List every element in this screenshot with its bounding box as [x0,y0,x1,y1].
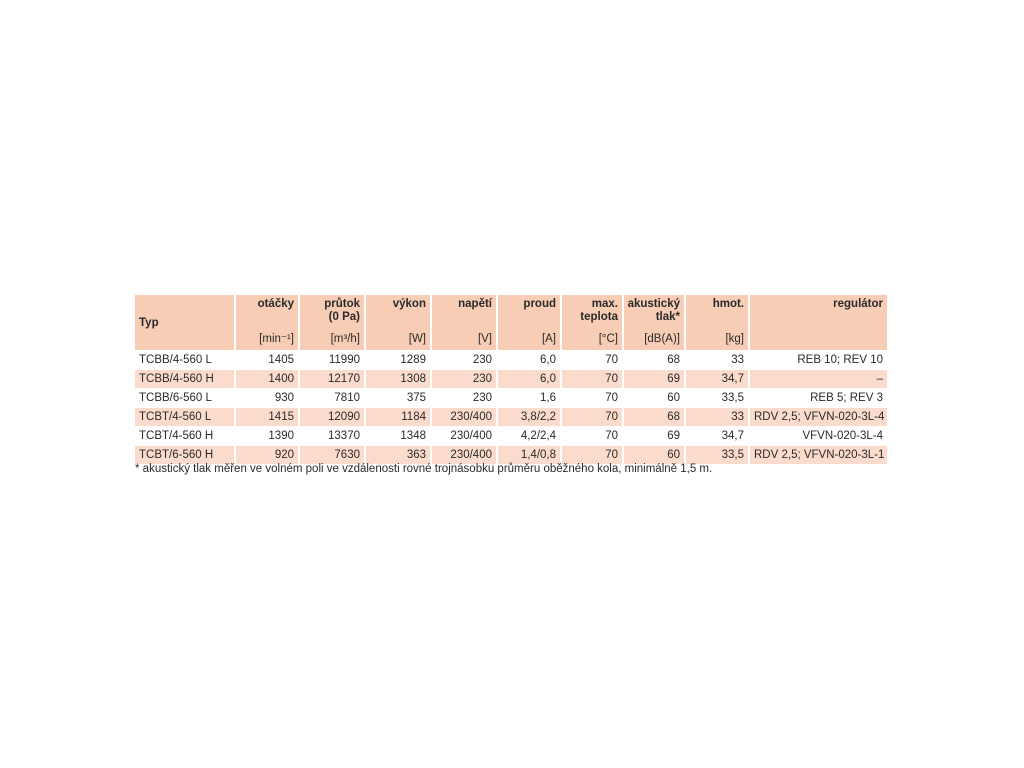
cell-akusticky-tlak: 69 [623,427,685,446]
cell-vykon: 1348 [365,427,431,446]
cell-otacky: 930 [235,389,299,408]
cell-proud: 3,8/2,2 [497,408,561,427]
cell-akusticky-tlak: 69 [623,370,685,389]
cell-regulator: – [749,370,887,389]
table-row [135,389,887,408]
cell-akusticky-tlak: 60 [623,389,685,408]
header-hmotnost: hmot. [kg] [685,295,749,351]
cell-napeti: 230/400 [431,427,497,446]
cell-vykon: 1289 [365,351,431,370]
cell-regulator: RDV 2,5; VFVN-020-3L-1 [749,446,887,465]
header-regulator: regulátor [749,295,887,351]
header-napeti: napětí [V] [431,295,497,351]
cell-otacky: 920 [235,446,299,465]
cell-napeti: 230 [431,351,497,370]
cell-proud: 6,0 [497,351,561,370]
cell-otacky: 1415 [235,408,299,427]
cell-akusticky-tlak: 68 [623,408,685,427]
cell-vykon: 363 [365,446,431,465]
footnote: * akustický tlak měřen ve volném poli ve vzdálenosti rovné trojnásobku průměru oběžného kola, minimálně 1,5 m. [135,463,713,475]
cell-proud: 6,0 [497,370,561,389]
cell-vykon: 1308 [365,370,431,389]
cell-regulator: REB 5; REV 3 [749,389,887,408]
cell-typ: TCBB/6-560 L [135,389,235,408]
cell-typ: TCBT/4-560 L [135,408,235,427]
cell-typ: TCBT/4-560 H [135,427,235,446]
cell-otacky: 1405 [235,351,299,370]
cell-regulator: REB 10; REV 10 [749,351,887,370]
cell-proud: 1,6 [497,389,561,408]
cell-regulator: VFVN-020-3L-4 [749,427,887,446]
cell-typ: TCBT/6-560 H [135,446,235,465]
header-vykon: výkon [W] [365,295,431,351]
table-row [135,446,887,465]
cell-napeti: 230 [431,370,497,389]
cell-prutok: 7630 [299,446,365,465]
table-header-row [135,295,887,351]
cell-regulator: RDV 2,5; VFVN-020-3L-4 [749,408,887,427]
table-row [135,427,887,446]
table-row [135,370,887,389]
header-proud: proud [A] [497,295,561,351]
cell-max-teplota: 70 [561,389,623,408]
cell-prutok: 11990 [299,351,365,370]
header-otacky: otáčky [min⁻¹] [235,295,299,351]
table-row [135,408,887,427]
header-akusticky-tlak: akustický tlak* [dB(A)] [623,295,685,351]
cell-prutok: 12170 [299,370,365,389]
cell-max-teplota: 70 [561,370,623,389]
cell-hmotnost: 34,7 [685,427,749,446]
cell-prutok: 7810 [299,389,365,408]
cell-otacky: 1400 [235,370,299,389]
cell-vykon: 375 [365,389,431,408]
header-prutok: průtok (0 Pa) [m³/h] [299,295,365,351]
fan-spec-table [135,295,887,465]
cell-prutok: 12090 [299,408,365,427]
cell-max-teplota: 70 [561,446,623,465]
header-typ: Typ [135,295,235,351]
cell-otacky: 1390 [235,427,299,446]
cell-max-teplota: 70 [561,427,623,446]
cell-typ: TCBB/4-560 L [135,351,235,370]
cell-hmotnost: 34,7 [685,370,749,389]
cell-hmotnost: 33,5 [685,446,749,465]
cell-max-teplota: 70 [561,351,623,370]
header-max-teplota: max. teplota [°C] [561,295,623,351]
cell-napeti: 230/400 [431,446,497,465]
cell-vykon: 1184 [365,408,431,427]
cell-max-teplota: 70 [561,408,623,427]
cell-napeti: 230/400 [431,408,497,427]
cell-napeti: 230 [431,389,497,408]
cell-proud: 4,2/2,4 [497,427,561,446]
cell-hmotnost: 33 [685,351,749,370]
cell-proud: 1,4/0,8 [497,446,561,465]
spec-table-container [135,295,887,465]
cell-akusticky-tlak: 60 [623,446,685,465]
table-body [135,351,887,465]
cell-typ: TCBB/4-560 H [135,370,235,389]
table-row [135,351,887,370]
cell-prutok: 13370 [299,427,365,446]
cell-hmotnost: 33,5 [685,389,749,408]
cell-akusticky-tlak: 68 [623,351,685,370]
cell-hmotnost: 33 [685,408,749,427]
